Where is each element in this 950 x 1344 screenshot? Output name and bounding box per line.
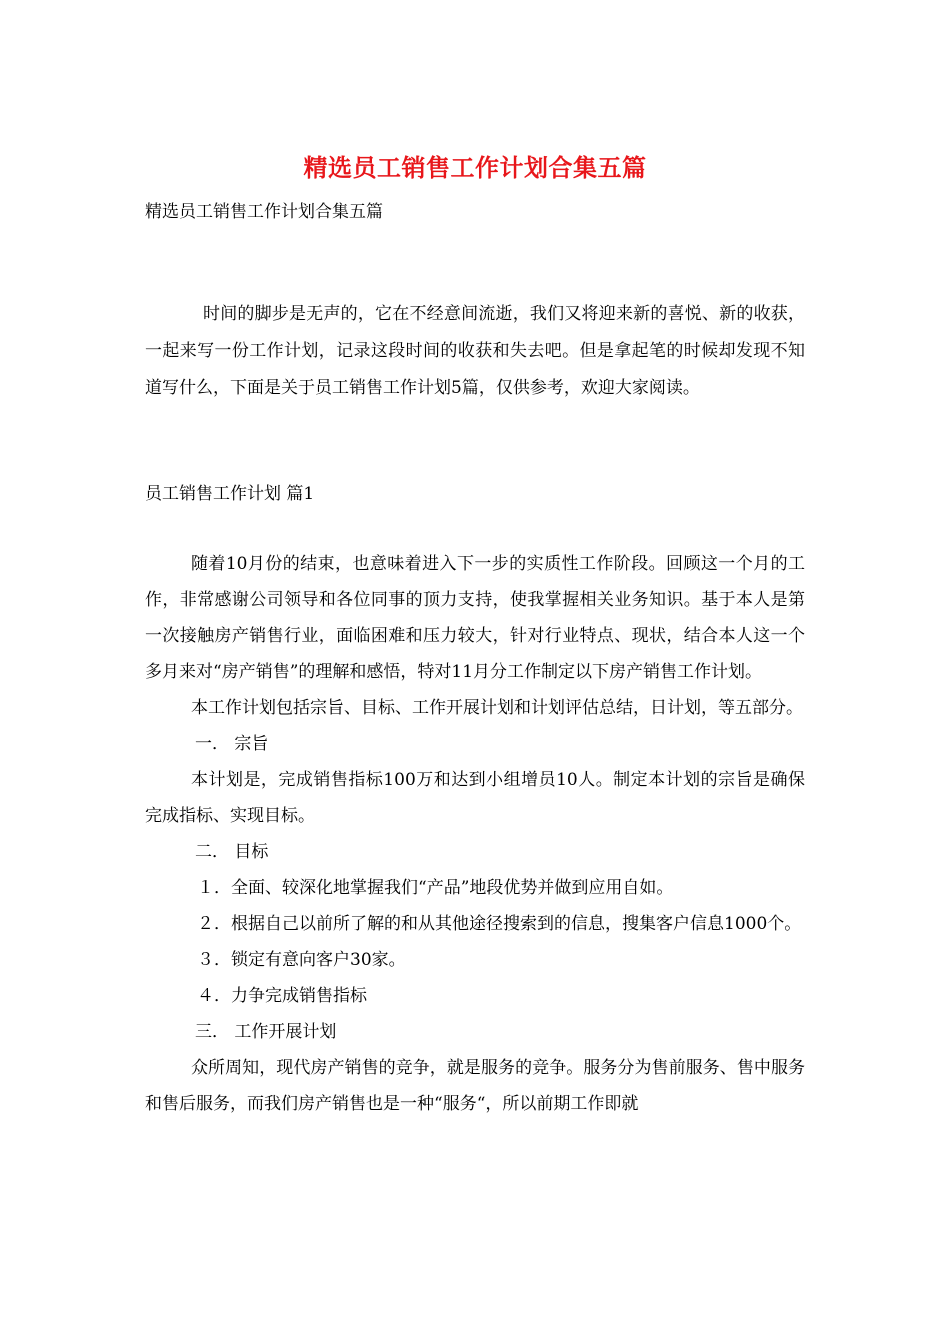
- list-item: ２．根据自己以前所了解的和从其他途径搜索到的信息，搜集客户信息1000个。: [197, 914, 802, 934]
- section-body: [145, 546, 805, 1122]
- subsection-heading: 二． 目标: [195, 842, 269, 862]
- list-item: ４．力争完成销售指标: [197, 986, 367, 1006]
- list-item: ３．锁定有意向客户30家。: [197, 950, 406, 970]
- body-paragraph: 众所周知，现代房产销售的竞争，就是服务的竞争。服务分为售前服务、售中服务和售后服务，而我们房产销售也是一种“服务“，所以前期工作即就: [145, 1058, 805, 1114]
- body-paragraph: 本计划是，完成销售指标100万和达到小组增员10人。制定本计划的宗旨是确保完成指标、实现目标。: [145, 770, 805, 826]
- body-paragraph: 本工作计划包括宗旨、目标、工作开展计划和计划评估总结，日计划，等五部分。: [191, 698, 803, 718]
- intro-paragraph: 时间的脚步是无声的，它在不经意间流逝，我们又将迎来新的喜悦、新的收获，一起来写一份工作计划，记录这段时间的收获和失去吧。但是拿起笔的时候却发现不知道写什么，下面是关于员工销售工作计划5篇，仅供参考，欢迎大家阅读。: [145, 304, 805, 398]
- document-subtitle: 精选员工销售工作计划合集五篇: [145, 202, 383, 222]
- list-item: １．全面、较深化地掌握我们“产品”地段优势并做到应用自如。: [197, 878, 674, 898]
- subsection-heading: 三． 工作开展计划: [195, 1022, 337, 1042]
- section-heading: 员工销售工作计划 篇1: [145, 484, 315, 504]
- subsection-heading: 一． 宗旨: [195, 734, 269, 754]
- document-title: 精选员工销售工作计划合集五篇: [303, 153, 647, 182]
- body-paragraph: 随着10月份的结束，也意味着进入下一步的实质性工作阶段。回顾这一个月的工作，非常感谢公司领导和各位同事的顶力支持，使我掌握相关业务知识。基于本人是第一次接触房产销售行业，面临困难和压力较大，针对行业特点、现状，结合本人这一个多月来对“房产销售”的理解和感悟，特对11月分工作制定以下房产销售工作计划。: [145, 554, 805, 682]
